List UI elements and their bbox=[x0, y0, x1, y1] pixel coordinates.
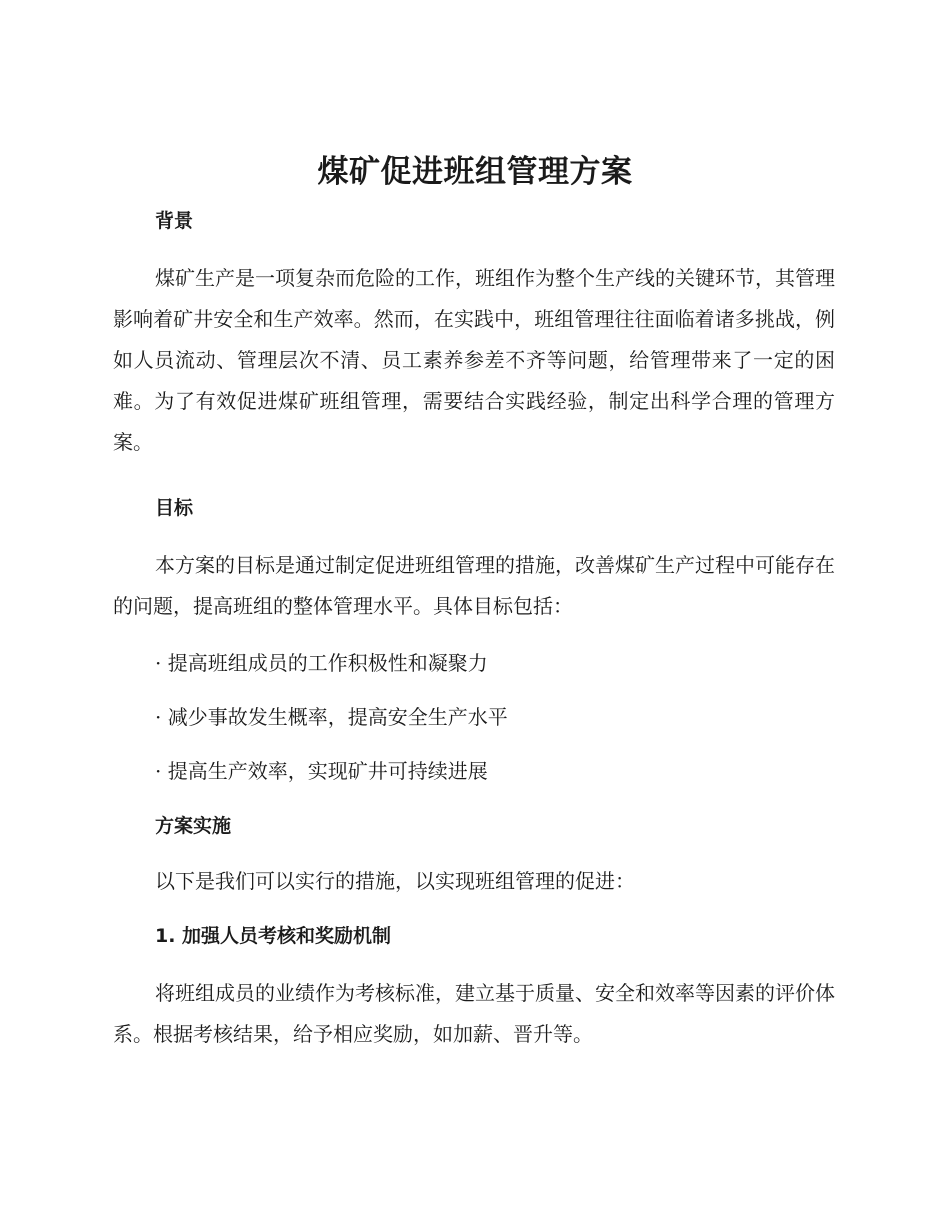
section-heading-implementation: 方案实施 bbox=[155, 815, 232, 837]
spacer bbox=[113, 955, 835, 973]
paragraph-background: 煤矿生产是一项复杂而危险的工作，班组作为整个生产线的关键环节，其管理影响着矿井安全和生产效率。然而，在实践中，班组管理往往面临着诸多挑战，例如人员流动、管理层次不清、员工素养参差不齐等问题，给管理带来了一定的困难。为了有效促进煤矿班组管理，需要结合实践经验，制定出科学合理的管理方案。 bbox=[113, 266, 835, 454]
spacer bbox=[113, 627, 835, 645]
spacer bbox=[113, 845, 835, 863]
section-heading-goals: 目标 bbox=[155, 497, 194, 519]
spacer bbox=[113, 463, 835, 489]
spacer bbox=[113, 240, 835, 258]
list-item: · 提高班组成员的工作积极性和凝聚力 bbox=[155, 651, 488, 675]
measure-heading-1: 1. 加强人员考核和奖励机制 bbox=[155, 925, 392, 947]
spacer bbox=[113, 681, 835, 699]
document-title: 煤矿促进班组管理方案 bbox=[317, 154, 633, 190]
list-item: · 提高生产效率，实现矿井可持续进展 bbox=[155, 759, 488, 783]
spacer bbox=[113, 735, 835, 753]
spacer bbox=[113, 527, 835, 545]
list-item: · 减少事故发生概率，提高安全生产水平 bbox=[155, 705, 508, 729]
section-heading-background: 背景 bbox=[155, 210, 194, 232]
document-body bbox=[113, 202, 835, 1055]
paragraph-measure-1: 将班组成员的业绩作为考核标准，建立基于质量、安全和效率等因素的评价体系。根据考核结果，给予相应奖励，如加薪、晋升等。 bbox=[113, 981, 835, 1046]
paragraph-implementation-intro: 以下是我们可以实行的措施，以实现班组管理的促进： bbox=[155, 869, 635, 893]
spacer bbox=[113, 789, 835, 807]
paragraph-goals: 本方案的目标是通过制定促进班组管理的措施，改善煤矿生产过程中可能存在的问题，提高班组的整体管理水平。具体目标包括： bbox=[113, 553, 835, 618]
spacer bbox=[113, 899, 835, 917]
